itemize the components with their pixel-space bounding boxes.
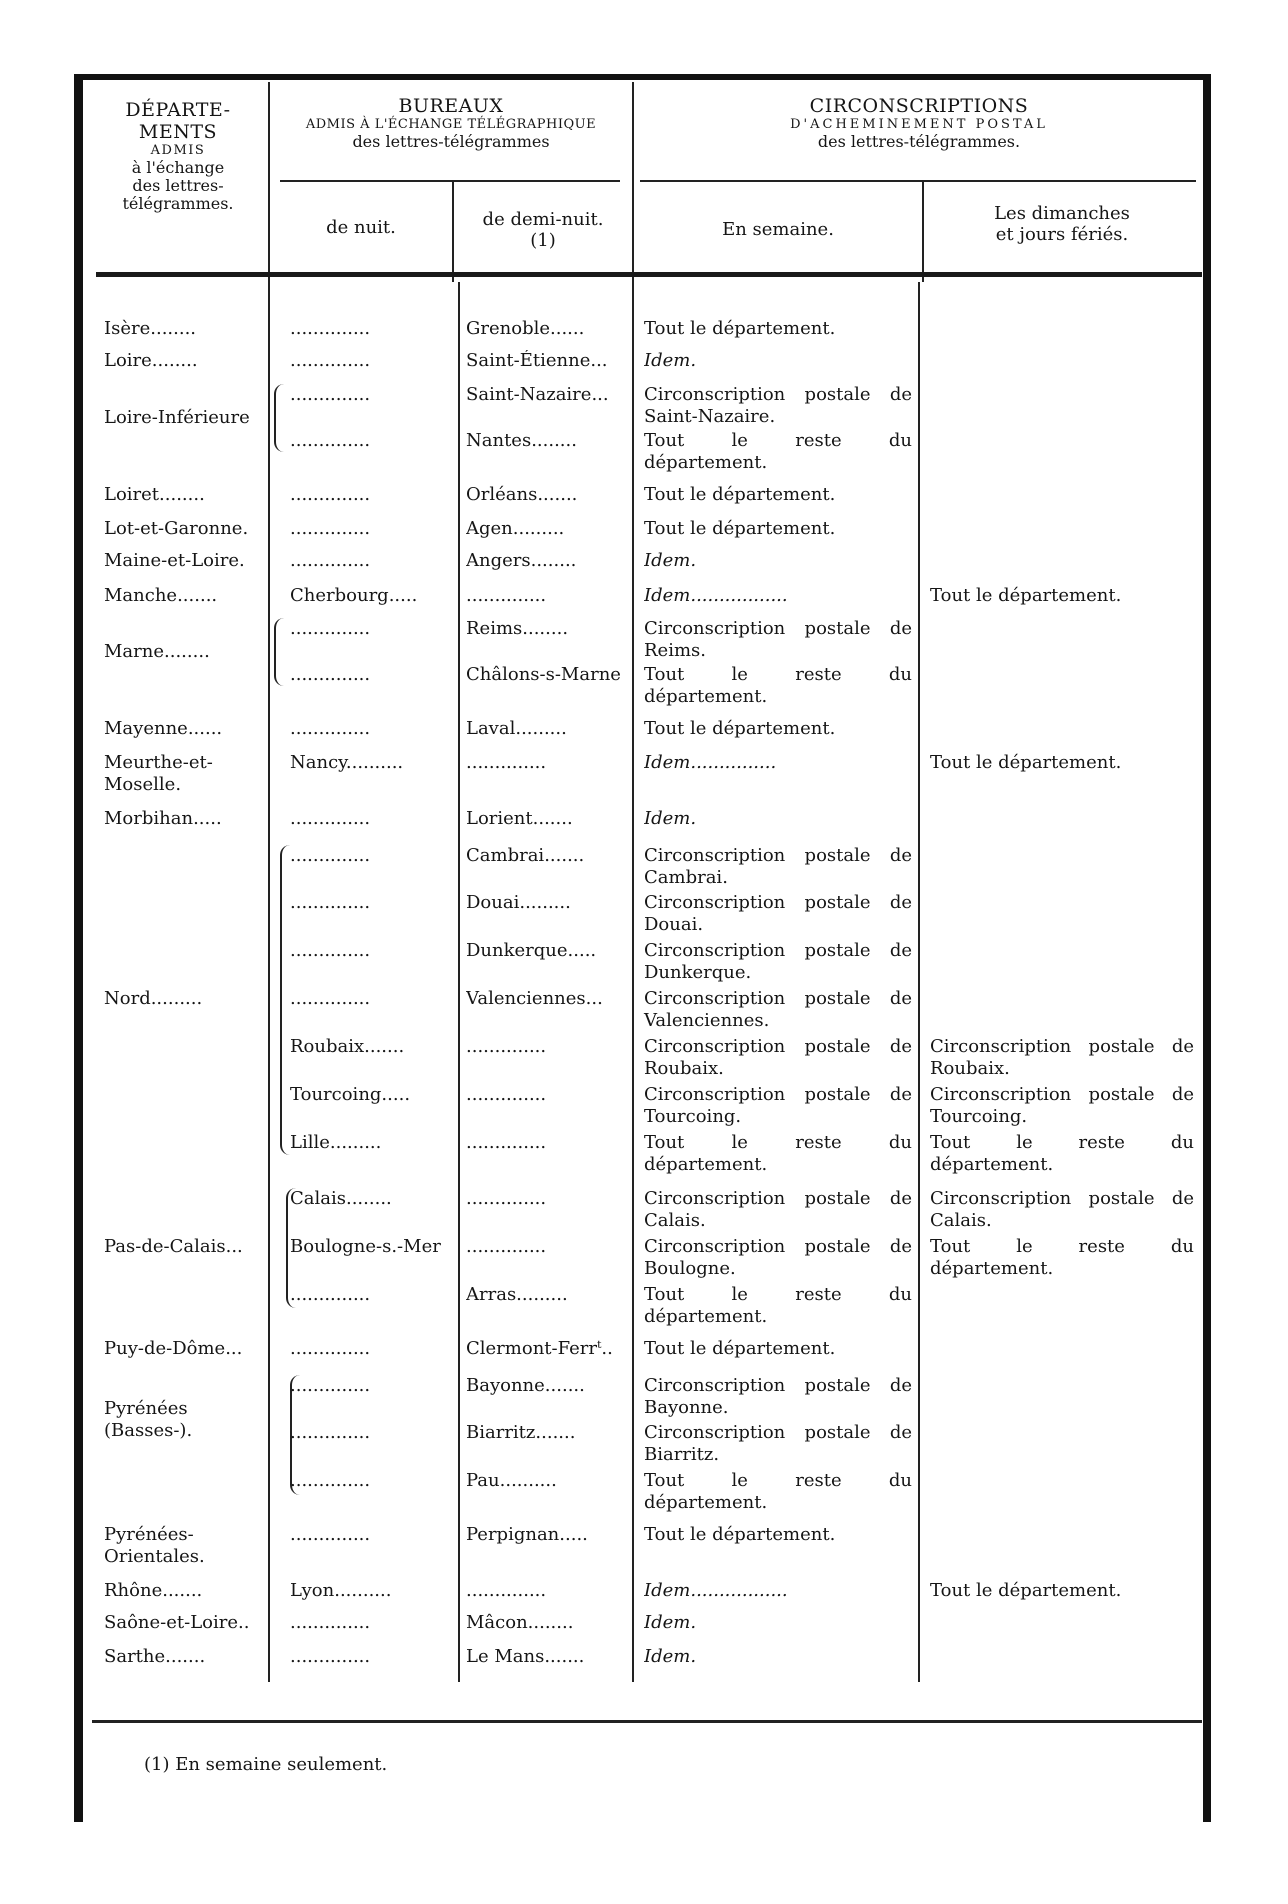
header-bureaux: BUREAUX ADMIS À L'ÉCHANGE TÉLÉGRAPHIQUE des lettres-télégrammes [305, 95, 597, 151]
table-cell-de-nuit: Boulogne-s.-Mer [290, 1236, 441, 1257]
table-cell-de-demi-nuit: Nantes........ [466, 430, 577, 451]
table-cell-de-nuit: Tourcoing..... [290, 1084, 411, 1105]
table-cell-en-semaine: Idem. [644, 1646, 697, 1667]
frame-right-rule [1203, 74, 1211, 1822]
table-cell-departement: Saône-et-Loire.. [104, 1612, 250, 1633]
table-cell-de-nuit: .............. [290, 892, 371, 913]
table-cell-de-demi-nuit: Grenoble...... [466, 318, 585, 339]
frame-top-rule [74, 74, 1211, 80]
table-cell-dimanches: Tout le reste du département. [930, 1236, 1194, 1279]
table-cell-departement: Lot-et-Garonne. [104, 518, 249, 539]
table-cell-en-semaine: Idem. [644, 808, 697, 829]
table-cell-en-semaine: Circonscription postale de Saint-Nazaire. [644, 384, 912, 427]
table-cell-en-semaine: Circonscription postale de Douai. [644, 892, 912, 935]
table-cell-departement: Pyrénées (Basses-). [104, 1398, 193, 1441]
table-cell-en-semaine: Idem................. [644, 585, 788, 606]
table-cell-departement: Loiret........ [104, 484, 205, 505]
table-cell-de-nuit: .............. [290, 718, 371, 739]
table-cell-en-semaine: Circonscription postale de Calais. [644, 1188, 912, 1231]
header-dimanches: Les dimanches et jours fériés. [994, 203, 1130, 245]
table-cell-en-semaine: Idem. [644, 550, 697, 571]
table-cell-departement: Maine-et-Loire. [104, 550, 245, 571]
table-cell-de-nuit: .............. [290, 845, 371, 866]
table-cell-de-demi-nuit: Reims........ [466, 618, 569, 639]
table-cell-en-semaine: Idem. [644, 350, 697, 371]
table-cell-de-nuit: .............. [290, 350, 371, 371]
table-cell-en-semaine: Tout le département. [644, 318, 836, 339]
table-cell-de-demi-nuit: Douai......... [466, 892, 571, 913]
table-cell-dimanches: Tout le département. [930, 1580, 1122, 1601]
table-cell-en-semaine: Circonscription postale de Tourcoing. [644, 1084, 912, 1127]
table-cell-en-semaine: Idem............... [644, 752, 777, 773]
table-cell-de-nuit: .............. [290, 940, 371, 961]
table-cell-en-semaine: Tout le département. [644, 1524, 836, 1545]
table-cell-departement: Mayenne...... [104, 718, 223, 739]
table-cell-de-demi-nuit: Mâcon........ [466, 1612, 574, 1633]
table-cell-de-demi-nuit: .............. [466, 752, 547, 773]
table-cell-de-nuit: .............. [290, 1470, 371, 1491]
table-cell-de-demi-nuit: Clermont-Ferrᵗ.. [466, 1338, 613, 1359]
table-cell-de-nuit: .............. [290, 1375, 371, 1396]
table-cell-en-semaine: Tout le département. [644, 484, 836, 505]
table-cell-de-demi-nuit: Dunkerque..... [466, 940, 597, 961]
table-cell-en-semaine: Idem. [644, 1612, 697, 1633]
table-bottom-rule [92, 1720, 1202, 1723]
table-cell-de-demi-nuit: Biarritz....... [466, 1422, 576, 1443]
table-cell-departement: Loire-Inférieure [104, 407, 250, 428]
table-cell-departement: Meurthe-et-Moselle. [104, 752, 213, 795]
table-cell-de-demi-nuit: .............. [466, 1580, 547, 1601]
table-cell-de-demi-nuit: Bayonne....... [466, 1375, 585, 1396]
table-cell-de-nuit: .............. [290, 1422, 371, 1443]
table-cell-de-demi-nuit: Arras......... [466, 1284, 568, 1305]
table-cell-de-nuit: .............. [290, 1612, 371, 1633]
table-cell-de-demi-nuit: .............. [466, 1036, 547, 1057]
table-cell-dimanches: Tout le département. [930, 752, 1122, 773]
table-cell-en-semaine: Idem................. [644, 1580, 788, 1601]
table-cell-de-nuit: Calais........ [290, 1188, 392, 1209]
table-cell-departement: Loire........ [104, 350, 198, 371]
table-cell-de-demi-nuit: .............. [466, 1236, 547, 1257]
table-cell-de-nuit: .............. [290, 1524, 371, 1545]
table-cell-en-semaine: Tout le reste du département. [644, 1470, 912, 1513]
table-cell-de-demi-nuit: Perpignan..... [466, 1524, 588, 1545]
table-cell-de-nuit: Roubaix....... [290, 1036, 405, 1057]
header-circonscriptions: CIRCONSCRIPTIONS D'ACHEMINEMENT POSTAL des lettres-télégrammes. [790, 95, 1048, 151]
table-cell-departement: Sarthe....... [104, 1646, 206, 1667]
table-cell-dimanches: Tout le département. [930, 585, 1122, 606]
header-de-demi-nuit: de demi-nuit. (1) [482, 209, 604, 251]
table-cell-de-demi-nuit: .............. [466, 1132, 547, 1153]
table-cell-de-demi-nuit: Le Mans....... [466, 1646, 585, 1667]
table-cell-de-nuit: .............. [290, 550, 371, 571]
table-cell-en-semaine: Circonscription postale de Boulogne. [644, 1236, 912, 1279]
header-de-nuit: de nuit. [326, 217, 396, 238]
header-bottom-rule [96, 272, 1202, 277]
table-cell-de-nuit: .............. [290, 430, 371, 451]
table-cell-de-demi-nuit: Agen......... [466, 518, 565, 539]
table-cell-de-nuit: .............. [290, 1646, 371, 1667]
table-cell-en-semaine: Circonscription postale de Dunkerque. [644, 940, 912, 983]
col-rule-2-header [452, 182, 454, 282]
table-cell-de-demi-nuit: Châlons-s-Marne [466, 664, 621, 685]
col-rule-1 [268, 82, 270, 1682]
table-cell-en-semaine: Circonscription postale de Reims. [644, 618, 912, 661]
table-cell-departement: Puy-de-Dôme... [104, 1338, 243, 1359]
table-cell-de-nuit: Lyon.......... [290, 1580, 392, 1601]
table-cell-en-semaine: Tout le reste du département. [644, 430, 912, 473]
table-cell-dimanches: Circonscription postale de Tourcoing. [930, 1084, 1194, 1127]
table-cell-de-nuit: .............. [290, 384, 371, 405]
table-cell-de-demi-nuit: .............. [466, 1188, 547, 1209]
table-cell-departement: Isère........ [104, 318, 197, 339]
table-cell-en-semaine: Tout le reste du département. [644, 1132, 912, 1175]
table-cell-de-demi-nuit: Orléans....... [466, 484, 578, 505]
table-cell-de-nuit: .............. [290, 618, 371, 639]
table-cell-de-nuit: .............. [290, 518, 371, 539]
circ-group-rule [640, 180, 1196, 182]
table-cell-de-demi-nuit: Pau.......... [466, 1470, 557, 1491]
header-en-semaine: En semaine. [722, 219, 834, 240]
col-rule-4 [918, 282, 920, 1682]
table-cell-departement: Pas-de-Calais... [104, 1236, 243, 1257]
table-cell-departement: Morbihan..... [104, 808, 222, 829]
table-cell-en-semaine: Tout le département. [644, 718, 836, 739]
table-cell-de-demi-nuit: Saint-Étienne... [466, 350, 608, 371]
table-cell-de-nuit: Nancy.......... [290, 752, 404, 773]
table-cell-de-nuit: .............. [290, 988, 371, 1009]
table-cell-dimanches: Circonscription postale de Roubaix. [930, 1036, 1194, 1079]
table-cell-departement: Rhône....... [104, 1580, 203, 1601]
table-cell-departement: Nord......... [104, 988, 203, 1009]
table-cell-de-nuit: .............. [290, 1338, 371, 1359]
table-cell-departement: Pyrénées-Orientales. [104, 1524, 205, 1567]
table-cell-de-demi-nuit: .............. [466, 1084, 547, 1105]
table-cell-de-demi-nuit: .............. [466, 585, 547, 606]
table-cell-departement: Marne........ [104, 641, 210, 662]
brace-loire-inferieure [274, 384, 286, 452]
table-cell-en-semaine: Circonscription postale de Cambrai. [644, 845, 912, 888]
table-cell-en-semaine: Circonscription postale de Biarritz. [644, 1422, 912, 1465]
table-cell-de-nuit: Cherbourg..... [290, 585, 418, 606]
table-cell-dimanches: Circonscription postale de Calais. [930, 1188, 1194, 1231]
table-cell-en-semaine: Tout le reste du département. [644, 664, 912, 707]
table-cell-dimanches: Tout le reste du département. [930, 1132, 1194, 1175]
brace-marne [274, 618, 286, 686]
table-cell-de-nuit: .............. [290, 318, 371, 339]
table-cell-de-nuit: Lille......... [290, 1132, 382, 1153]
col-rule-2 [458, 282, 460, 1682]
table-cell-de-demi-nuit: Valenciennes... [466, 988, 603, 1009]
table-cell-en-semaine: Tout le département. [644, 518, 836, 539]
table-cell-de-nuit: .............. [290, 664, 371, 685]
table-cell-de-demi-nuit: Cambrai....... [466, 845, 585, 866]
table-cell-en-semaine: Circonscription postale de Bayonne. [644, 1375, 912, 1418]
table-cell-en-semaine: Tout le département. [644, 1338, 836, 1359]
frame-left-rule [74, 74, 83, 1822]
table-cell-departement: Manche....... [104, 585, 218, 606]
footnote: (1) En semaine seulement. [144, 1754, 388, 1775]
table-cell-en-semaine: Tout le reste du département. [644, 1284, 912, 1327]
table-cell-de-nuit: .............. [290, 1284, 371, 1305]
table-cell-de-nuit: .............. [290, 808, 371, 829]
table-cell-en-semaine: Circonscription postale de Roubaix. [644, 1036, 912, 1079]
table-cell-de-demi-nuit: Laval......... [466, 718, 567, 739]
table-cell-de-nuit: .............. [290, 484, 371, 505]
table-cell-de-demi-nuit: Lorient....... [466, 808, 573, 829]
header-departements: DÉPARTE- MENTS ADMIS à l'échange des lettres- télégrammes. [122, 99, 234, 214]
table-cell-de-demi-nuit: Angers........ [466, 550, 577, 571]
table-cell-de-demi-nuit: Saint-Nazaire... [466, 384, 609, 405]
col-rule-3 [632, 82, 634, 1682]
table-cell-en-semaine: Circonscription postale de Valenciennes. [644, 988, 912, 1031]
bureaux-group-rule [280, 180, 620, 182]
